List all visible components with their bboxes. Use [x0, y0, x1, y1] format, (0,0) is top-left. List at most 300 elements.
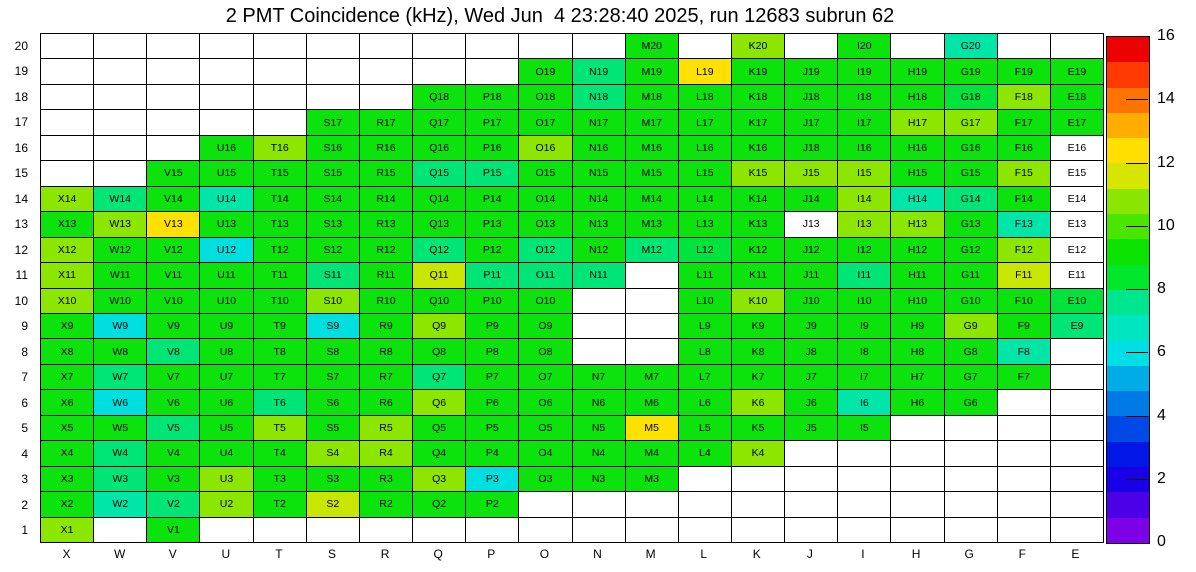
x-axis-label-X: X — [62, 547, 71, 561]
cell-P10: P10 — [466, 289, 518, 313]
cell-M13: M13 — [626, 212, 678, 236]
cell-M5: M5 — [626, 416, 678, 440]
cell-R6: R6 — [360, 390, 412, 414]
colorbar-label-0: 0 — [1157, 533, 1166, 550]
cell-F10: F10 — [998, 289, 1050, 313]
empty-cell-M10 — [626, 289, 678, 313]
cell-Q8: Q8 — [413, 339, 465, 363]
colorbar-tick-14 — [1126, 99, 1148, 100]
cell-M3: M3 — [626, 467, 678, 491]
cell-N5: N5 — [573, 416, 625, 440]
cell-R15: R15 — [360, 161, 412, 185]
cell-K13: K13 — [732, 212, 784, 236]
empty-cell-E1 — [1051, 518, 1103, 542]
cell-M12: M12 — [626, 238, 678, 262]
empty-cell-W19 — [94, 59, 146, 83]
colorbar-band-18 — [1107, 62, 1149, 87]
x-axis-labels — [40, 544, 1102, 564]
cell-E12: E12 — [1051, 238, 1103, 262]
x-axis-label-L: L — [700, 547, 708, 561]
empty-cell-N1 — [573, 518, 625, 542]
cell-W10: W10 — [94, 289, 146, 313]
empty-cell-S19 — [307, 59, 359, 83]
x-axis-label-V: V — [168, 547, 177, 561]
cell-J11: J11 — [785, 263, 837, 287]
empty-cell-E6 — [1051, 390, 1103, 414]
y-axis-label-6: 6 — [21, 395, 28, 410]
cell-F7: F7 — [998, 365, 1050, 389]
cell-Q2: Q2 — [413, 492, 465, 516]
colorbar-tick-10 — [1126, 226, 1148, 227]
x-axis-label-J: J — [806, 547, 813, 561]
cell-E16: E16 — [1051, 136, 1103, 160]
cell-S5: S5 — [307, 416, 359, 440]
cell-Q10: Q10 — [413, 289, 465, 313]
empty-cell-T17 — [254, 110, 306, 134]
cell-G13: G13 — [945, 212, 997, 236]
y-axis-label-20: 20 — [14, 38, 28, 53]
cell-X7: X7 — [41, 365, 93, 389]
cell-U15: U15 — [200, 161, 252, 185]
cell-W3: W3 — [94, 467, 146, 491]
cell-N7: N7 — [573, 365, 625, 389]
empty-cell-S18 — [307, 85, 359, 109]
empty-cell-X20 — [41, 34, 93, 58]
empty-cell-G1 — [945, 518, 997, 542]
cell-L5: L5 — [679, 416, 731, 440]
cell-X10: X10 — [41, 289, 93, 313]
x-axis-label-N: N — [593, 547, 602, 561]
empty-cell-T1 — [254, 518, 306, 542]
cell-U12: U12 — [200, 238, 252, 262]
empty-cell-E8 — [1051, 339, 1103, 363]
empty-cell-J20 — [785, 34, 837, 58]
cell-N14: N14 — [573, 187, 625, 211]
cell-X13: X13 — [41, 212, 93, 236]
cell-W6: W6 — [94, 390, 146, 414]
colorbar — [1106, 36, 1150, 544]
empty-cell-Q1 — [413, 518, 465, 542]
empty-cell-L1 — [679, 518, 731, 542]
cell-O15: O15 — [519, 161, 571, 185]
cell-J8: J8 — [785, 339, 837, 363]
cell-W2: W2 — [94, 492, 146, 516]
cell-L9: L9 — [679, 314, 731, 338]
cell-I14: I14 — [838, 187, 890, 211]
cell-N4: N4 — [573, 441, 625, 465]
cell-F8: F8 — [998, 339, 1050, 363]
cell-H8: H8 — [891, 339, 943, 363]
cell-S16: S16 — [307, 136, 359, 160]
empty-cell-K1 — [732, 518, 784, 542]
cell-J9: J9 — [785, 314, 837, 338]
cell-G17: G17 — [945, 110, 997, 134]
cell-E18: E18 — [1051, 85, 1103, 109]
cell-Q5: Q5 — [413, 416, 465, 440]
cell-X11: X11 — [41, 263, 93, 287]
cell-I5: I5 — [838, 416, 890, 440]
cell-I16: I16 — [838, 136, 890, 160]
cell-K11: K11 — [732, 263, 784, 287]
cell-L17: L17 — [679, 110, 731, 134]
cell-U8: U8 — [200, 339, 252, 363]
empty-cell-H4 — [891, 441, 943, 465]
cell-I7: I7 — [838, 365, 890, 389]
y-axis-labels — [0, 33, 34, 543]
cell-H17: H17 — [891, 110, 943, 134]
cell-I10: I10 — [838, 289, 890, 313]
colorbar-label-16: 16 — [1157, 27, 1175, 44]
cell-M14: M14 — [626, 187, 678, 211]
empty-cell-H20 — [891, 34, 943, 58]
empty-cell-M9 — [626, 314, 678, 338]
colorbar-label-8: 8 — [1157, 280, 1166, 297]
colorbar-band-4 — [1107, 416, 1149, 441]
cell-S15: S15 — [307, 161, 359, 185]
cell-M7: M7 — [626, 365, 678, 389]
cell-G15: G15 — [945, 161, 997, 185]
cell-K10: K10 — [732, 289, 784, 313]
cell-G12: G12 — [945, 238, 997, 262]
cell-I11: I11 — [838, 263, 890, 287]
cell-J12: J12 — [785, 238, 837, 262]
empty-cell-R18 — [360, 85, 412, 109]
empty-cell-G3 — [945, 467, 997, 491]
empty-cell-N20 — [573, 34, 625, 58]
cell-E15: E15 — [1051, 161, 1103, 185]
cell-H16: H16 — [891, 136, 943, 160]
cell-O12: O12 — [519, 238, 571, 262]
empty-cell-S1 — [307, 518, 359, 542]
cell-K19: K19 — [732, 59, 784, 83]
empty-cell-T20 — [254, 34, 306, 58]
cell-X9: X9 — [41, 314, 93, 338]
colorbar-band-3 — [1107, 442, 1149, 467]
cell-T16: T16 — [254, 136, 306, 160]
cell-P8: P8 — [466, 339, 518, 363]
cell-P15: P15 — [466, 161, 518, 185]
cell-P4: P4 — [466, 441, 518, 465]
empty-cell-O20 — [519, 34, 571, 58]
cell-V9: V9 — [147, 314, 199, 338]
cell-H13: H13 — [891, 212, 943, 236]
cell-M4: M4 — [626, 441, 678, 465]
cell-W13: W13 — [94, 212, 146, 236]
cell-P7: P7 — [466, 365, 518, 389]
cell-R3: R3 — [360, 467, 412, 491]
cell-Q9: Q9 — [413, 314, 465, 338]
empty-cell-V19 — [147, 59, 199, 83]
empty-cell-W16 — [94, 136, 146, 160]
cell-I9: I9 — [838, 314, 890, 338]
colorbar-tick-4 — [1126, 416, 1148, 417]
empty-cell-J2 — [785, 492, 837, 516]
cell-O11: O11 — [519, 263, 571, 287]
cell-X14: X14 — [41, 187, 93, 211]
cell-N13: N13 — [573, 212, 625, 236]
cell-V4: V4 — [147, 441, 199, 465]
y-axis-label-18: 18 — [14, 89, 28, 104]
cell-V1: V1 — [147, 518, 199, 542]
cell-K8: K8 — [732, 339, 784, 363]
cell-P18: P18 — [466, 85, 518, 109]
cell-M19: M19 — [626, 59, 678, 83]
cell-J5: J5 — [785, 416, 837, 440]
empty-cell-V20 — [147, 34, 199, 58]
empty-cell-P19 — [466, 59, 518, 83]
y-axis-label-5: 5 — [21, 421, 28, 436]
cell-M17: M17 — [626, 110, 678, 134]
empty-cell-X17 — [41, 110, 93, 134]
cell-T3: T3 — [254, 467, 306, 491]
cell-L10: L10 — [679, 289, 731, 313]
cell-H9: H9 — [891, 314, 943, 338]
cell-H15: H15 — [891, 161, 943, 185]
cell-Q4: Q4 — [413, 441, 465, 465]
cell-U2: U2 — [200, 492, 252, 516]
empty-cell-M1 — [626, 518, 678, 542]
y-axis-label-12: 12 — [14, 242, 28, 257]
cell-U6: U6 — [200, 390, 252, 414]
cell-F18: F18 — [998, 85, 1050, 109]
empty-cell-T18 — [254, 85, 306, 109]
cell-E9: E9 — [1051, 314, 1103, 338]
cell-T5: T5 — [254, 416, 306, 440]
cell-I15: I15 — [838, 161, 890, 185]
empty-cell-H1 — [891, 518, 943, 542]
cell-H12: H12 — [891, 238, 943, 262]
cell-G19: G19 — [945, 59, 997, 83]
cell-J18: J18 — [785, 85, 837, 109]
cell-O13: O13 — [519, 212, 571, 236]
cell-L14: L14 — [679, 187, 731, 211]
cell-O6: O6 — [519, 390, 571, 414]
cell-O19: O19 — [519, 59, 571, 83]
cell-O4: O4 — [519, 441, 571, 465]
cell-F9: F9 — [998, 314, 1050, 338]
colorbar-band-16 — [1107, 113, 1149, 138]
cell-M20: M20 — [626, 34, 678, 58]
cell-G11: G11 — [945, 263, 997, 287]
colorbar-label-10: 10 — [1157, 217, 1175, 234]
cell-E10: E10 — [1051, 289, 1103, 313]
cell-L4: L4 — [679, 441, 731, 465]
colorbar-band-14 — [1107, 163, 1149, 188]
cell-K9: K9 — [732, 314, 784, 338]
cell-P13: P13 — [466, 212, 518, 236]
empty-cell-L3 — [679, 467, 731, 491]
empty-cell-G4 — [945, 441, 997, 465]
cell-J6: J6 — [785, 390, 837, 414]
empty-cell-L2 — [679, 492, 731, 516]
empty-cell-V17 — [147, 110, 199, 134]
empty-cell-F5 — [998, 416, 1050, 440]
empty-cell-N10 — [573, 289, 625, 313]
cell-T9: T9 — [254, 314, 306, 338]
cell-P5: P5 — [466, 416, 518, 440]
cell-N18: N18 — [573, 85, 625, 109]
cell-Q11: Q11 — [413, 263, 465, 287]
cell-P2: P2 — [466, 492, 518, 516]
x-axis-label-M: M — [645, 547, 656, 561]
cell-P9: P9 — [466, 314, 518, 338]
cell-T13: T13 — [254, 212, 306, 236]
cell-T7: T7 — [254, 365, 306, 389]
cell-M6: M6 — [626, 390, 678, 414]
colorbar-band-19 — [1107, 37, 1149, 62]
cell-O17: O17 — [519, 110, 571, 134]
cell-U7: U7 — [200, 365, 252, 389]
cell-R10: R10 — [360, 289, 412, 313]
cell-N19: N19 — [573, 59, 625, 83]
empty-cell-R20 — [360, 34, 412, 58]
cell-I8: I8 — [838, 339, 890, 363]
cell-S7: S7 — [307, 365, 359, 389]
cell-P6: P6 — [466, 390, 518, 414]
cell-J10: J10 — [785, 289, 837, 313]
cell-I12: I12 — [838, 238, 890, 262]
cell-J16: J18 — [785, 136, 837, 160]
empty-cell-E7 — [1051, 365, 1103, 389]
empty-cell-F20 — [998, 34, 1050, 58]
cell-J7: J7 — [785, 365, 837, 389]
empty-cell-W1 — [94, 518, 146, 542]
cell-G14: G14 — [945, 187, 997, 211]
cell-O8: O8 — [519, 339, 571, 363]
cell-M18: M18 — [626, 85, 678, 109]
empty-cell-I4 — [838, 441, 890, 465]
x-axis-label-T: T — [275, 547, 283, 561]
cell-G9: G9 — [945, 314, 997, 338]
cell-R7: R7 — [360, 365, 412, 389]
cell-U13: U13 — [200, 212, 252, 236]
cell-X6: X6 — [41, 390, 93, 414]
cell-V6: V6 — [147, 390, 199, 414]
cell-L19: L19 — [679, 59, 731, 83]
cell-X12: X12 — [41, 238, 93, 262]
cell-P3: P3 — [466, 467, 518, 491]
cell-U10: U10 — [200, 289, 252, 313]
cell-S9: S9 — [307, 314, 359, 338]
cell-P17: P17 — [466, 110, 518, 134]
cell-N6: N6 — [573, 390, 625, 414]
cell-V11: V11 — [147, 263, 199, 287]
cell-I19: I19 — [838, 59, 890, 83]
colorbar-label-2: 2 — [1157, 470, 1166, 487]
colorbar-band-6 — [1107, 366, 1149, 391]
cell-X8: X8 — [41, 339, 93, 363]
empty-cell-N9 — [573, 314, 625, 338]
cell-Q7: Q7 — [413, 365, 465, 389]
y-axis-label-15: 15 — [14, 166, 28, 181]
cell-M15: M15 — [626, 161, 678, 185]
y-axis-label-14: 14 — [14, 191, 28, 206]
empty-cell-E2 — [1051, 492, 1103, 516]
cell-L11: L11 — [679, 263, 731, 287]
cell-J15: J15 — [785, 161, 837, 185]
cell-V5: V5 — [147, 416, 199, 440]
cell-V15: V15 — [147, 161, 199, 185]
colorbar-band-5 — [1107, 391, 1149, 416]
colorbar-band-13 — [1107, 189, 1149, 214]
cell-I18: I18 — [838, 85, 890, 109]
x-axis-label-Q: Q — [433, 547, 443, 561]
cell-W12: W12 — [94, 238, 146, 262]
empty-cell-P1 — [466, 518, 518, 542]
colorbar-label-14: 14 — [1157, 90, 1175, 107]
cell-T12: T12 — [254, 238, 306, 262]
empty-cell-U17 — [200, 110, 252, 134]
cell-L16: L16 — [679, 136, 731, 160]
colorbar-band-8 — [1107, 315, 1149, 340]
cell-R13: R13 — [360, 212, 412, 236]
x-axis-label-G: G — [964, 547, 974, 561]
colorbar-band-15 — [1107, 138, 1149, 163]
y-axis-label-19: 19 — [14, 64, 28, 79]
cell-Q18: Q18 — [413, 85, 465, 109]
colorbar-tick-2 — [1126, 479, 1148, 480]
colorbar-band-1 — [1107, 492, 1149, 517]
colorbar-band-11 — [1107, 239, 1149, 264]
x-axis-label-W: W — [113, 547, 126, 561]
cell-V13: V13 — [147, 212, 199, 236]
y-axis-label-7: 7 — [21, 370, 28, 385]
cell-K12: K12 — [732, 238, 784, 262]
empty-cell-F1 — [998, 518, 1050, 542]
cell-R14: R14 — [360, 187, 412, 211]
cell-N11: N11 — [573, 263, 625, 287]
cell-E13: E13 — [1051, 212, 1103, 236]
y-axis-label-3: 3 — [21, 472, 28, 487]
empty-cell-P20 — [466, 34, 518, 58]
empty-cell-K3 — [732, 467, 784, 491]
cell-K18: K18 — [732, 85, 784, 109]
chart-title: 2 PMT Coincidence (kHz), Wed Jun 4 23:28:40 2025, run 12683 subrun 62 — [225, 5, 895, 27]
cell-O14: O14 — [519, 187, 571, 211]
cell-S4: S4 — [307, 441, 359, 465]
y-axis-label-10: 10 — [14, 293, 28, 308]
y-axis-label-17: 17 — [14, 115, 28, 130]
empty-cell-L20 — [679, 34, 731, 58]
cell-S10: S10 — [307, 289, 359, 313]
colorbar-band-0 — [1107, 518, 1149, 543]
cell-G10: G10 — [945, 289, 997, 313]
cell-F11: F11 — [998, 263, 1050, 287]
cell-O3: O3 — [519, 467, 571, 491]
cell-Q16: Q16 — [413, 136, 465, 160]
empty-cell-U19 — [200, 59, 252, 83]
empty-cell-U20 — [200, 34, 252, 58]
cell-J13: J13 — [785, 212, 837, 236]
cell-K17: K17 — [732, 110, 784, 134]
cell-H14: H14 — [891, 187, 943, 211]
colorbar-label-12: 12 — [1157, 154, 1175, 171]
cell-S14: S14 — [307, 187, 359, 211]
cell-Q13: Q13 — [413, 212, 465, 236]
cell-G6: G6 — [945, 390, 997, 414]
cell-Q15: Q15 — [413, 161, 465, 185]
cell-L6: L6 — [679, 390, 731, 414]
y-axis-label-1: 1 — [21, 523, 28, 538]
empty-cell-G2 — [945, 492, 997, 516]
cell-P16: P16 — [466, 136, 518, 160]
cell-L12: L12 — [679, 238, 731, 262]
cell-T6: T6 — [254, 390, 306, 414]
cell-E17: E17 — [1051, 110, 1103, 134]
cell-R11: R11 — [360, 263, 412, 287]
heatmap-grid — [40, 33, 1104, 543]
cell-R17: R17 — [360, 110, 412, 134]
